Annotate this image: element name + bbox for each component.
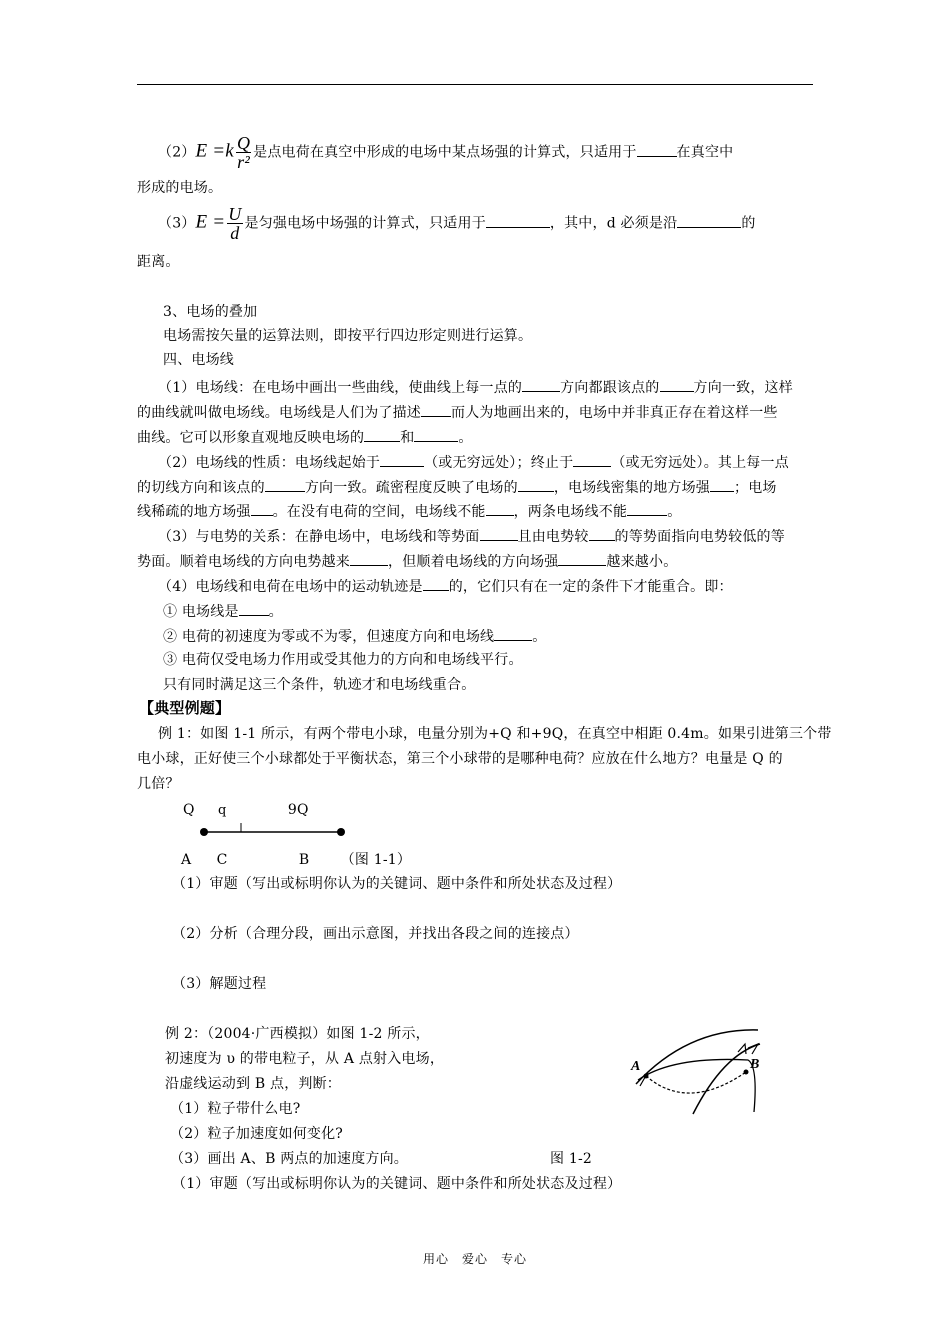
- figure-1-2-diagram: [628, 1020, 778, 1115]
- page-footer: 用心 爱心 专心: [422, 1252, 527, 1266]
- field-lines-def-line2: 的曲线就叫做电场线。电场线是人们为了描述 而人为地画出来的，电场中并非真正存在着这样一些: [137, 401, 813, 423]
- formula-uniform-field-line: （3）E = $\frac{U}{d}$ 是匀强电场中场强的计算式，只适用于 ，其中，d 必须是沿 的: [158, 204, 756, 243]
- figure-1-1-bottom-labels: [181, 850, 481, 870]
- fill-blank[interactable]: [421, 401, 451, 417]
- examples-heading: 【典型例题】: [139, 699, 231, 717]
- fill-blank[interactable]: [350, 550, 388, 566]
- section-field-lines-title: 四、电场线: [163, 352, 234, 368]
- example2-line1: 例 2：（2004·广西模拟）如图 1-2 所示，: [165, 1026, 430, 1042]
- label-q: Q: [183, 802, 195, 818]
- charge-a-dot: [200, 828, 208, 836]
- fill-blank[interactable]: [522, 376, 560, 392]
- figure-1-1-diagram: [195, 820, 350, 840]
- label-9q: 9Q: [287, 802, 309, 818]
- example1-step1: （1）审题（写出或标明你认为的关键词、题中条件和所处状态及过程）: [172, 876, 622, 892]
- fill-blank[interactable]: [364, 426, 400, 442]
- fill-blank[interactable]: [637, 141, 677, 157]
- fill-blank[interactable]: [589, 525, 615, 541]
- fill-blank[interactable]: [494, 625, 532, 641]
- potential-relation-line2: 势面。顺着电场线的方向电势越来 ，但顺着电场线的方向场强 越来越小。: [137, 550, 813, 572]
- fraction-u-over-d: $\frac{U}{d}$: [228, 204, 242, 243]
- fill-blank[interactable]: [265, 476, 305, 492]
- fill-blank[interactable]: [558, 550, 606, 566]
- example1-step3: （3）解题过程: [172, 976, 267, 992]
- condition-1: ① 电场线是 。: [163, 600, 839, 622]
- particle-trajectory-dashed: [646, 1072, 746, 1093]
- example1-line2: 电小球，正好使三个小球都处于平衡状态，第三个小球带的是哪种电荷？应放在什么地方？电量是 Q 的: [137, 751, 783, 767]
- formula-point-charge-line: （2）E =k $\frac{Q}{\text{r²}}$ 是点电荷在真空中形成的电场中某点场强的计算式，只适用于 在真空中: [158, 133, 734, 172]
- formula-lhs: E =: [195, 211, 226, 233]
- label-b: B: [298, 852, 310, 868]
- conditions-summary: 只有同时满足这三个条件，轨迹才和电场线重合。: [163, 677, 476, 693]
- field-lines-def-line3: 曲线。它可以形象直观地反映电场的 和 。: [137, 426, 813, 448]
- label-q-small: q: [218, 803, 227, 818]
- figure-1-1-caption: （图 1-1）: [340, 852, 412, 868]
- figure-label-a: A: [631, 1059, 641, 1074]
- field-lines-props-line3: 线稀疏的地方场强 。在没有电荷的空间，电场线不能 ，两条电场线不能 。: [137, 500, 813, 522]
- fill-blank[interactable]: [423, 575, 449, 591]
- potential-relation-line1: （3）与电势的关系：在静电场中，电场线和等势面 且由电势较 的等势面指向电势较低的等: [158, 525, 834, 547]
- formula-uniform-field-cont: 距离。: [137, 254, 180, 270]
- field-line-right: [638, 1059, 755, 1112]
- fill-blank[interactable]: [710, 476, 734, 492]
- figure-1-2-caption: 图 1-2: [550, 1151, 592, 1167]
- fill-blank[interactable]: [486, 212, 550, 228]
- field-line-middle: [693, 1044, 760, 1114]
- section-superposition-title: 3、电场的叠加: [163, 304, 258, 320]
- example2-q3: （3）画出 A、B 两点的加速度方向。: [170, 1151, 409, 1167]
- trajectory-line1: （4）电场线和电荷在电场中的运动轨迹是 的，它们只有在一定的条件下才能重合。即：: [158, 575, 834, 597]
- fill-blank[interactable]: [660, 376, 694, 392]
- fill-blank[interactable]: [414, 426, 458, 442]
- example2-q2: （2）粒子加速度如何变化?: [170, 1126, 344, 1142]
- label-a: A: [181, 852, 192, 868]
- fill-blank[interactable]: [380, 451, 424, 467]
- fill-blank[interactable]: [518, 476, 554, 492]
- figure-1-1-top-labels: [183, 800, 383, 821]
- figure-label-b: B: [750, 1057, 760, 1072]
- field-lines-props-line2: 的切线方向和该点的 方向一致。疏密程度反映了电场的 ，电场线密集的地方场强 ；电场: [137, 476, 813, 498]
- fill-blank[interactable]: [480, 525, 518, 541]
- fraction-q-over-r2: $\frac{Q}{\text{r²}}$: [236, 133, 251, 172]
- fill-blank[interactable]: [251, 500, 273, 516]
- formula-lhs: E =k: [195, 140, 234, 162]
- fill-blank[interactable]: [677, 212, 741, 228]
- example1-line1: 例 1：如图 1-1 所示，有两个带电小球，电量分别为+Q 和+9Q，在真空中相距 0.4m。如果引进第三个带: [158, 726, 832, 742]
- formula-point-charge-cont: 形成的电场。: [137, 180, 223, 196]
- fill-blank[interactable]: [573, 451, 611, 467]
- example2-step1: （1）审题（写出或标明你认为的关键词、题中条件和所处状态及过程）: [172, 1176, 622, 1192]
- header-rule: [137, 84, 813, 85]
- example2-q1: （1）粒子带什么电?: [170, 1101, 301, 1117]
- field-lines-def-line1: （1）电场线：在电场中画出一些曲线，使曲线上每一点的 方向都跟该点的 方向一致，这样: [158, 376, 834, 398]
- example1-step2: （2）分析（合理分段，画出示意图，并找出各段之间的连接点）: [172, 926, 579, 942]
- condition-3: ③ 电荷仅受电场力作用或受其他力的方向和电场线平行。: [163, 652, 523, 668]
- section-superposition-body: 电场需按矢量的运算法则，即按平行四边形定则进行运算。: [163, 328, 533, 344]
- example1-line3: 几倍？: [137, 776, 180, 792]
- charge-b-dot: [337, 828, 345, 836]
- point-b-dot: [744, 1070, 749, 1075]
- label-c: C: [216, 852, 228, 868]
- fill-blank[interactable]: [627, 500, 667, 516]
- field-line-arrow: [748, 1044, 758, 1054]
- field-lines-props-line1: （2）电场线的性质：电场线起始于 （或无穷远处）；终止于 （或无穷远处）。其上每一点: [158, 451, 834, 473]
- fill-blank[interactable]: [239, 600, 269, 616]
- example2-line3: 沿虚线运动到 B 点，判断：: [165, 1076, 341, 1092]
- example2-line2: 初速度为 υ 的带电粒子，从 A 点射入电场，: [165, 1051, 445, 1067]
- fill-blank[interactable]: [486, 500, 514, 516]
- condition-2: ② 电荷的初速度为零或不为零，但速度方向和电场线 。: [163, 625, 839, 647]
